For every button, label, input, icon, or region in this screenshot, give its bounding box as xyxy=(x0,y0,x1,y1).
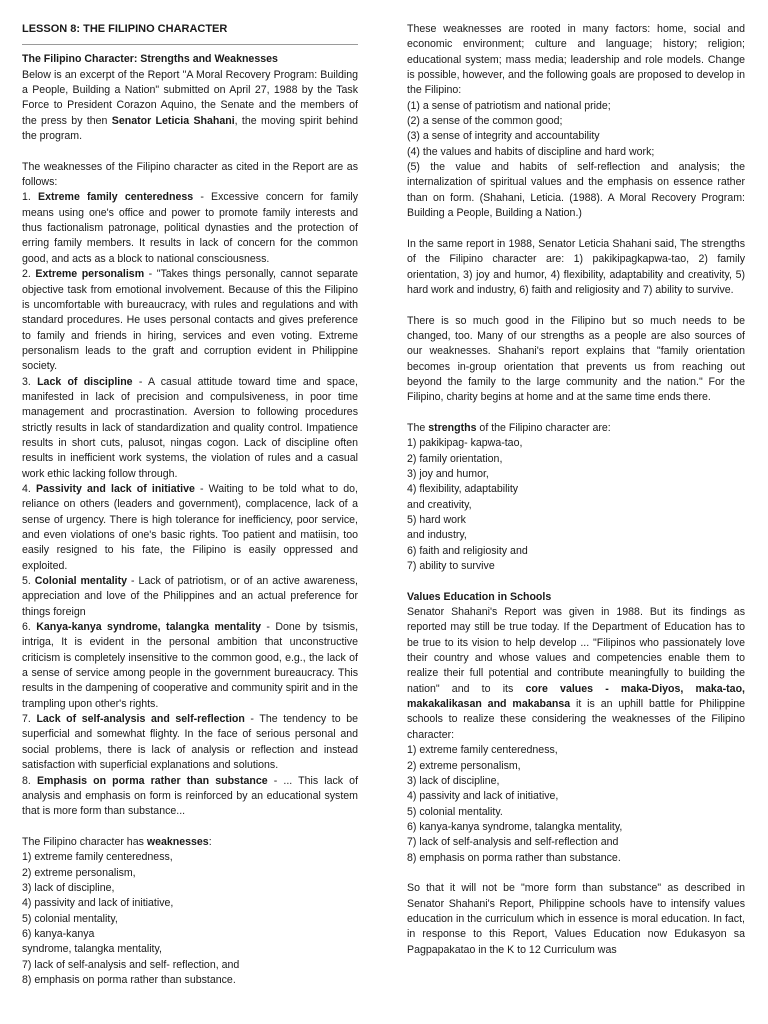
much-good-paragraph: There is so much good in the Filipino but so much needs to be changed, too. Many of our strengths as a people are also sources of our weaknesses. Shahani's report explains that "family orientation becomes in-group orientation that prevents us from reaching out beyond the family to the large community and the nation." For the Filipino, charity begins at home and at the same time ends there. xyxy=(407,314,745,404)
weakness-item: 3. Lack of discipline - A casual attitude toward time and space, manifested in lack of precision and compulsiveness, in poor time management and procrastination. Aversion to following procedures strictly results in lack of standardization and quality control. Impatience results in short cuts, palusot, ningas cogon. Lack of discipline often results in inefficient work systems, the violation of rules and a casual work ethic lacking follow through. xyxy=(22,375,358,480)
goal-item: (5) the value and habits of self-reflection and analysis; the internalization of spiritual values and the emphasis on essence rather than on form. (Shahani, Leticia. (1988). A Moral Recovery Program: Building a People, Building a Nation.) xyxy=(407,161,745,220)
list-item: 5) colonial mentality. xyxy=(407,805,503,818)
list-item: 7) ability to survive xyxy=(407,560,495,573)
weakness-item: 1. Extreme family centeredness - Excessive concern for family means using one's office and power to promote family interests and thus factionalism patronage, political dynasties and the protection of erring family members. It results in lack of concern for the common good, and acts as a block to national consciousness. xyxy=(22,191,358,265)
list-item: 2) extreme personalism, xyxy=(407,759,521,772)
title-divider xyxy=(22,44,358,45)
list-item: and industry, xyxy=(407,529,467,542)
goal-item: (3) a sense of integrity and accountability xyxy=(407,130,600,143)
weakness-intro: The weaknesses of the Filipino character as cited in the Report are as follows: xyxy=(22,160,358,189)
section-heading: The Filipino Character: Strengths and Weaknesses xyxy=(22,53,278,66)
right-column xyxy=(407,22,745,958)
list-item: 2) extreme personalism, xyxy=(22,866,136,879)
values-paragraph: Senator Shahani's Report was given in 1988. But its findings as reported may still be true today. If the Department of Education has to be true to its vision to help develop ... "Filipinos who passionately love their country and whose values and competencies enable them to realize their full potential and contribute meaningfully to building the nation" and to its core values - maka-Diyos, maka-tao, makakalikasan and makabansa it is an uphill battle for Philippine schools to realize these considering the weaknesses of the Filipino character: xyxy=(407,606,745,741)
list-item: 5) colonial mentality, xyxy=(22,912,118,925)
list-item: 8) emphasis on porma rather than substance. xyxy=(22,973,236,986)
weakness-item: 4. Passivity and lack of initiative - Waiting to be told what to do, reliance on others (leaders and government), complacence, lack of a sense of urgency. There is high tolerance for inefficiency, poor service, and even violations of one's basic rights. Too patient and matiisin, too easily resigned to his fate, the Filipino is easily oppressed and exploited. xyxy=(22,482,358,572)
weakness-item: 7. Lack of self-analysis and self-reflection - The tendency to be superficial and somewhat flighty. In the face of serious personal and social problems, there is lack of analysis or reflection and instead satisfaction with superficial explanations and solutions. xyxy=(22,713,358,772)
list-item: 2) family orientation, xyxy=(407,452,503,465)
list-item: 6) kanya-kanya syndrome, talangka mentality, xyxy=(407,820,623,833)
roots-paragraph: These weaknesses are rooted in many factors: home, social and economic environment; culture and language; history; religion; educational system; mass media; leadership and role models. Change is possible, however, and the following goals are proposed to develop in the Filipino: xyxy=(407,23,745,97)
lesson-title: LESSON 8: THE FILIPINO CHARACTER xyxy=(22,23,228,35)
list-item: 7) lack of self-analysis and self-reflection and xyxy=(407,836,619,849)
list-item: 1) extreme family centeredness, xyxy=(407,744,558,757)
list-item: 1) extreme family centeredness, xyxy=(22,851,173,864)
weakness-item: 6. Kanya-kanya syndrome, talangka mentality - Done by tsismis, intriga, It is evident in the personal ambition that unconstructive criticism is completely insensitive to the common good, e.g., the lack of a sense of service among people in the government bureaucracy. This results in the dampening of cooperative and community spirit and in the trampling upon other's rights. xyxy=(22,621,359,710)
goal-item: (4) the values and habits of discipline and hard work; xyxy=(407,145,655,158)
list-item: 1) pakikipag- kapwa-tao, xyxy=(407,437,523,450)
weakness-list-intro: The Filipino character has weaknesses: xyxy=(22,835,212,848)
closing-paragraph: So that it will not be "more form than substance" as described in Senator Shahani's Report, Philippine schools have to intensify values education in the curriculum which in essence is moral education. In fact, in response to this Report, Values Education now Edukasyon sa Pagpapakatao in the K to 12 Curriculum was xyxy=(407,882,745,956)
list-item: 3) lack of discipline, xyxy=(407,774,500,787)
list-item: syndrome, talangka mentality, xyxy=(22,943,162,956)
list-item: 4) flexibility, adaptability xyxy=(407,483,519,496)
goal-item: (1) a sense of patriotism and national pride; xyxy=(407,99,611,112)
list-item: 3) lack of discipline, xyxy=(22,881,115,894)
strengths-intro: The strengths of the Filipino character are: xyxy=(407,421,611,434)
list-item: 8) emphasis on porma rather than substance. xyxy=(407,851,621,864)
left-column xyxy=(22,22,358,988)
weakness-item: 5. Colonial mentality - Lack of patriotism, or of an active awareness, appreciation and love of the Philippines and an actual preference for things foreign xyxy=(22,575,358,618)
list-item: 4) passivity and lack of initiative, xyxy=(407,790,559,803)
list-item: 6) kanya-kanya xyxy=(22,927,95,940)
list-item: 5) hard work xyxy=(407,514,466,526)
weakness-item: 2. Extreme personalism - "Takes things personally, cannot separate objective task from emotional involvement. Because of this the Filipino is uncomfortable with bureaucracy, with rules and regulations and with standard procedures. He uses personal contacts and gives preference to family and friends in hiring, services and even voting. Extreme personalism leads to the graft and corruption evident in Philippine society. xyxy=(22,268,358,373)
same-report-paragraph: In the same report in 1988, Senator Leticia Shahani said, The strengths of the Filipino character are: 1) pakikipagkapwa-tao, 2) family orientation, 3) joy and humor, 4) flexibility, adaptability and creativity, 5) hard work and industry, 6) faith and religiosity and 7) ability to survive. xyxy=(407,237,745,296)
intro-paragraph: Below is an excerpt of the Report "A Moral Recovery Program: Building a People, Building a Nation" submitted on April 27, 1988 by the Task Force to President Corazon Aquino, the Senate and the members of the press by then Senator Leticia Shahani, the moving spirit behind the program. xyxy=(22,68,358,143)
list-item: 7) lack of self-analysis and self- reflection, and xyxy=(22,958,240,971)
list-item: 3) joy and humor, xyxy=(407,467,489,480)
list-item: 6) faith and religiosity and xyxy=(407,544,528,557)
values-heading: Values Education in Schools xyxy=(407,590,552,603)
list-item: 4) passivity and lack of initiative, xyxy=(22,897,174,910)
weakness-item: 8. Emphasis on porma rather than substance - ... This lack of analysis and emphasis on form is reinforced by an educational system that is more form than substance... xyxy=(22,774,359,818)
list-item: and creativity, xyxy=(407,498,472,511)
goal-item: (2) a sense of the common good; xyxy=(407,115,563,128)
